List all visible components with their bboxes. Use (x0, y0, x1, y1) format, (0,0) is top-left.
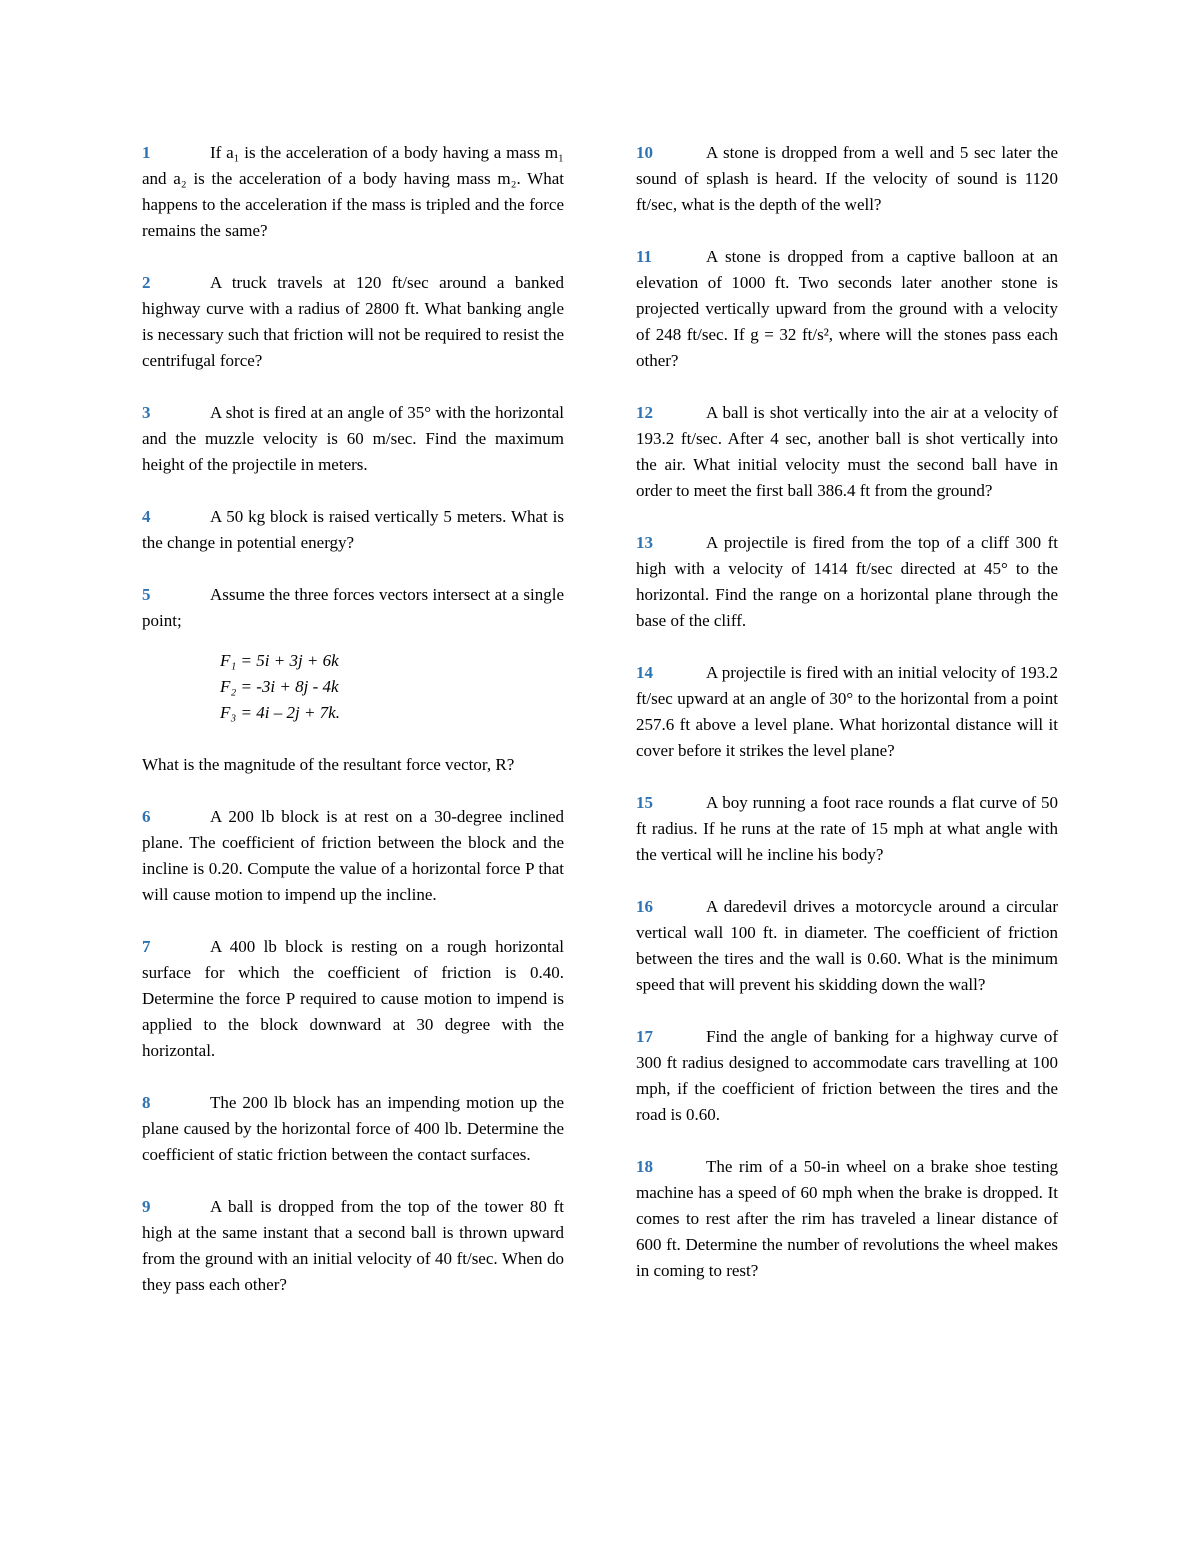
problem-number: 4 (142, 507, 151, 526)
problem-number: 11 (636, 247, 653, 266)
problem-text: A daredevil drives a motorcycle around a circular vertical wall 100 ft. in diameter. The coefficient of friction between the tires and the wall is 0.60. What is the minimum speed that will prevent his skidding down the wall? (636, 897, 1058, 994)
force-equations (220, 648, 564, 726)
problem-text: A ball is dropped from the top of the tower 80 ft high at the same instant that a second ball is thrown upward from the ground with an initial velocity of 40 ft/sec. When do they pass each other? (142, 1197, 564, 1294)
problem-number: 2 (142, 273, 151, 292)
problem-4 (142, 504, 564, 556)
problem-number: 15 (636, 793, 653, 812)
problem-number: 16 (636, 897, 653, 916)
problem-5-question: What is the magnitude of the resultant force vector, R? (142, 755, 515, 774)
problem-number: 6 (142, 807, 151, 826)
problem-text: A 50 kg block is raised vertically 5 meters. What is the change in potential energy? (142, 507, 564, 552)
problem-text: A ball is shot vertically into the air at a velocity of 193.2 ft/sec. After 4 sec, another ball is shot vertically into the air. What initial velocity must the second ball have in order to meet the first ball 386.4 ft from the ground? (636, 403, 1058, 500)
equation-f3: F₃ = 4i – 2j + 7k. (220, 703, 340, 722)
left-column (142, 140, 564, 1324)
problem-1 (142, 140, 564, 244)
problem-number: 7 (142, 937, 151, 956)
equation-f1: F₁ = 5i + 3j + 6k (220, 651, 339, 670)
problem-text: A shot is fired at an angle of 35° with the horizontal and the muzzle velocity is 60 m/sec. Find the maximum height of the projectile in meters. (142, 403, 564, 474)
problem-16 (636, 894, 1058, 998)
problem-text: If a₁ is the acceleration of a body having a mass m₁ and a₂ is the acceleration of a body having mass m₂. What happens to the acceleration if the mass is tripled and the force remains the same? (142, 143, 564, 240)
problem-number: 13 (636, 533, 653, 552)
problem-text: A stone is dropped from a well and 5 sec later the sound of splash is heard. If the velocity of sound is 1120 ft/sec, what is the depth of the well? (636, 143, 1058, 214)
problem-number: 18 (636, 1157, 653, 1176)
problem-number: 1 (142, 143, 151, 162)
problem-number: 5 (142, 585, 151, 604)
problem-text: Assume the three forces vectors intersect at a single point; (142, 585, 564, 630)
problem-14 (636, 660, 1058, 764)
problem-number: 10 (636, 143, 653, 162)
problem-number: 8 (142, 1093, 151, 1112)
problem-number: 17 (636, 1027, 653, 1046)
problem-10 (636, 140, 1058, 218)
problem-8 (142, 1090, 564, 1168)
problem-17 (636, 1024, 1058, 1128)
problem-text: A projectile is fired from the top of a cliff 300 ft high with a velocity of 1414 ft/sec directed at 45° to the horizontal. Find the range on a horizontal plane through the base of the cliff. (636, 533, 1058, 630)
problem-number: 9 (142, 1197, 151, 1216)
problem-3 (142, 400, 564, 478)
problem-number: 14 (636, 663, 653, 682)
problem-text: The rim of a 50-in wheel on a brake shoe testing machine has a speed of 60 mph when the brake is dropped. It comes to rest after the rim has traveled a linear distance of 600 ft. Determine the number of revolutions the wheel makes in coming to rest? (636, 1157, 1058, 1280)
problem-18 (636, 1154, 1058, 1284)
problem-12 (636, 400, 1058, 504)
problem-text: A stone is dropped from a captive balloon at an elevation of 1000 ft. Two seconds later another stone is projected vertically upward from the ground with a velocity of 248 ft/sec. If g = 32 ft/s², where will the stones pass each other? (636, 247, 1058, 370)
problem-2 (142, 270, 564, 374)
right-column (636, 140, 1058, 1310)
problem-6 (142, 804, 564, 908)
problem-text: A boy running a foot race rounds a flat curve of 50 ft radius. If he runs at the rate of 15 mph at what angle with the vertical will he incline his body? (636, 793, 1058, 864)
problem-text: A projectile is fired with an initial velocity of 193.2 ft/sec upward at an angle of 30° to the horizontal from a point 257.6 ft above a level plane. What horizontal distance will it cover before it strikes the level plane? (636, 663, 1058, 760)
problem-number: 3 (142, 403, 151, 422)
problem-text: A 400 lb block is resting on a rough horizontal surface for which the coefficient of friction is 0.40. Determine the force P required to cause motion to impend is applied to the block downward at 30 degree with the horizontal. (142, 937, 564, 1060)
problem-9 (142, 1194, 564, 1298)
problem-11 (636, 244, 1058, 374)
problem-text: Find the angle of banking for a highway curve of 300 ft radius designed to accommodate cars travelling at 100 mph, if the coefficient of friction between the tires and the road is 0.60. (636, 1027, 1058, 1124)
problem-text: The 200 lb block has an impending motion up the plane caused by the horizontal force of 400 lb. Determine the coefficient of static friction between the contact surfaces. (142, 1093, 564, 1164)
problem-number: 12 (636, 403, 653, 422)
problem-13 (636, 530, 1058, 634)
problem-text: A 200 lb block is at rest on a 30-degree inclined plane. The coefficient of friction between the block and the incline is 0.20. Compute the value of a horizontal force P that will cause motion to impend up the incline. (142, 807, 564, 904)
problem-7 (142, 934, 564, 1064)
problem-text: A truck travels at 120 ft/sec around a banked highway curve with a radius of 2800 ft. What banking angle is necessary such that friction will not be required to resist the centrifugal force? (142, 273, 564, 370)
equation-f2: F₂ = -3i + 8j - 4k (220, 677, 339, 696)
problem-15 (636, 790, 1058, 868)
problem-5 (142, 582, 564, 634)
